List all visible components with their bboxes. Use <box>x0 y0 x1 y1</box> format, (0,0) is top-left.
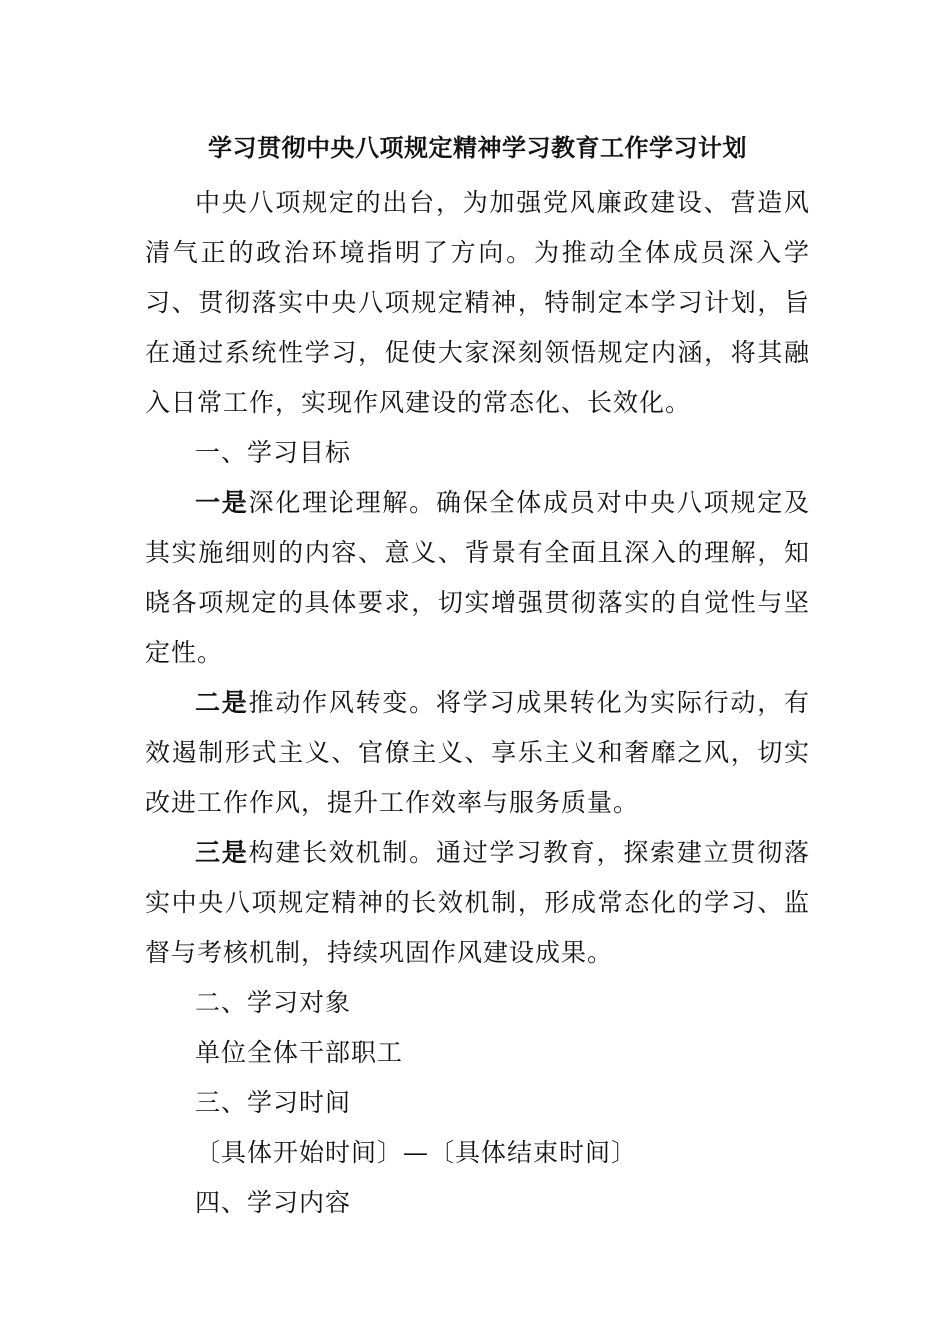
goal-text-1: 深化理论理解。确保全体成员对中央八项规定及其实施细则的内容、意义、背景有全面且深入的理解，知晓各项规定的具体要求，切实增强贯彻落实的自觉性与坚定性。 <box>145 488 810 667</box>
goal-lead-3: 三是 <box>195 838 249 867</box>
document-title: 学习贯彻中央八项规定精神学习教育工作学习计划 <box>208 134 747 162</box>
schedule-text: 〔具体开始时间〕—〔具体结束时间〕 <box>195 1138 638 1167</box>
section-heading-audience: 二、学习对象 <box>195 988 352 1017</box>
section-heading-goals: 一、学习目标 <box>195 438 352 467</box>
document-page <box>145 128 810 1228</box>
goal-text-3: 构建长效机制。通过学习教育，探索建立贯彻落实中央八项规定精神的长效机制，形成常态化的学习、监督与考核机制，持续巩固作风建设成果。 <box>145 838 810 967</box>
goal-paragraph-1 <box>145 478 810 678</box>
goal-paragraph-3 <box>145 828 810 978</box>
section-heading-schedule: 三、学习时间 <box>195 1088 352 1117</box>
audience-text: 单位全体干部职工 <box>195 1038 404 1067</box>
goal-lead-2: 二是 <box>195 688 249 717</box>
intro-paragraph: 中央八项规定的出台，为加强党风廉政建设、营造风清气正的政治环境指明了方向。为推动全体成员深入学习、贯彻落实中央八项规定精神，特制定本学习计划，旨在通过系统性学习，促使大家深刻领悟规定内涵，将其融入日常工作，实现作风建设的常态化、长效化。 <box>145 188 810 417</box>
goal-text-2: 推动作风转变。将学习成果转化为实际行动，有效遏制形式主义、官僚主义、享乐主义和奢靡之风，切实改进工作作风，提升工作效率与服务质量。 <box>145 688 810 817</box>
section-heading-content: 四、学习内容 <box>195 1188 352 1217</box>
goal-paragraph-2 <box>145 678 810 828</box>
goal-lead-1: 一是 <box>195 488 249 517</box>
